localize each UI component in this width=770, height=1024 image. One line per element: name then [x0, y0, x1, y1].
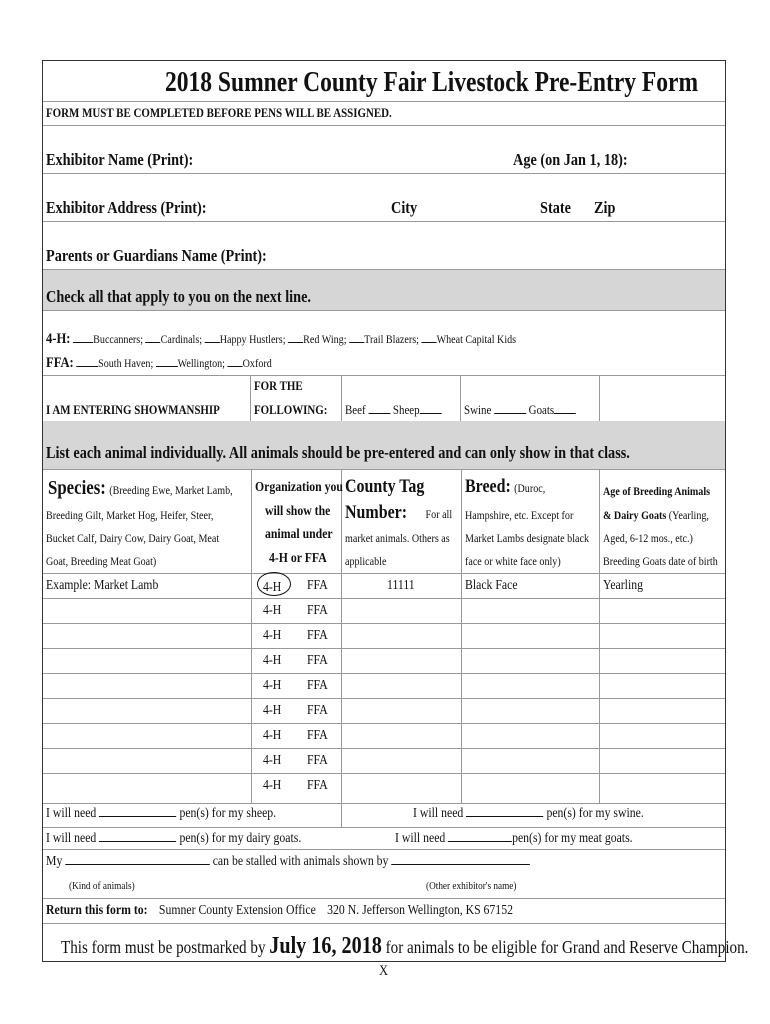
example-species: Example: Market Lamb	[46, 578, 159, 593]
age-header-2: & Dairy Goats (Yearling,	[603, 508, 709, 522]
row-3-ffa[interactable]: FFA	[307, 653, 328, 668]
species-desc-2: Breeding Gilt, Market Hog, Heifer, Steer,	[46, 508, 214, 522]
showmanship-beef-sheep: Beef Sheep	[345, 403, 441, 416]
breed-header: Breed: (Duroc,	[465, 476, 546, 497]
row-2-ffa[interactable]: FFA	[307, 628, 328, 643]
signature-mark: X	[379, 963, 389, 979]
example-age: Yearling	[603, 578, 643, 593]
breed-desc-2: Hampshire, etc. Except for	[465, 508, 574, 522]
org-header-4: 4-H or FFA	[269, 551, 327, 566]
state-label: State	[540, 198, 571, 217]
pens-meat-line: I will need pen(s) for my meat goats.	[395, 831, 633, 846]
pre-entry-form	[42, 60, 749, 962]
showmanship-label: I AM ENTERING SHOWMANSHIP	[46, 402, 220, 417]
pens-swine-line: I will need pen(s) for my swine.	[413, 806, 644, 821]
row-1-4h[interactable]: 4-H	[263, 603, 282, 618]
species-header: Species: (Breeding Ewe, Market Lamb,	[48, 477, 233, 499]
following-label: FOLLOWING:	[254, 402, 328, 417]
example-org-ffa: FFA	[307, 578, 328, 593]
row-2-4h[interactable]: 4-H	[263, 628, 282, 643]
stall-line: My can be stalled with animals shown by	[46, 854, 530, 869]
tag-header-title: County Tag	[345, 476, 425, 497]
postmark-notice: This form must be postmarked by July 16, 2018 for animals to be eligible for Grand and Reserve Champion.	[61, 933, 749, 959]
example-org-4h: 4-H	[263, 580, 282, 595]
row-1-ffa[interactable]: FFA	[307, 603, 328, 618]
tag-desc-2: market animals. Others as	[345, 531, 450, 545]
city-label: City	[391, 198, 418, 217]
notice-text: FORM MUST BE COMPLETED BEFORE PENS WILL BE ASSIGNED.	[46, 105, 392, 120]
example-breed: Black Face	[465, 578, 518, 593]
clubs-4h-line: 4-H: Buccanners; Cardinals; Happy Hustlers; Red Wing; Trail Blazers; Wheat Capital Kids	[46, 331, 517, 347]
pens-sheep-line: I will need pen(s) for my sheep.	[46, 806, 277, 821]
breed-desc-3: Market Lambs designate black	[465, 531, 590, 545]
row-7-4h[interactable]: 4-H	[263, 753, 282, 768]
age-header-3: Aged, 6-12 mos., etc.)	[603, 531, 693, 545]
species-desc-3: Bucket Calf, Dairy Cow, Dairy Goat, Meat	[46, 531, 220, 545]
address-label: Exhibitor Address (Print):	[46, 198, 207, 217]
row-6-4h[interactable]: 4-H	[263, 728, 282, 743]
for-the-label: FOR THE	[254, 378, 303, 393]
org-header-3: animal under	[265, 527, 333, 542]
list-instruction: List each animal individually. All animals should be pre-entered and can only show in that class.	[46, 443, 630, 462]
row-4-ffa[interactable]: FFA	[307, 678, 328, 693]
row-6-ffa[interactable]: FFA	[307, 728, 328, 743]
age-header-4: Breeding Goats date of birth	[603, 554, 718, 568]
clubs-ffa-line: FFA: South Haven; Wellington; Oxford	[46, 355, 272, 371]
tag-desc-3: applicable	[345, 554, 387, 568]
row-8-4h[interactable]: 4-H	[263, 778, 282, 793]
tag-header-line2: Number: For all	[345, 502, 453, 523]
exhibitor-name-label: Exhibitor Name (Print):	[46, 150, 194, 169]
showmanship-swine-goats: Swine Goats	[464, 403, 576, 416]
breed-desc-4: face or white face only)	[465, 554, 561, 568]
row-7-ffa[interactable]: FFA	[307, 753, 328, 768]
return-line: Return this form to: Sumner County Extension Office 320 N. Jefferson Wellington, KS 67152	[46, 903, 513, 918]
row-4-4h[interactable]: 4-H	[263, 678, 282, 693]
org-header-2: will show the	[265, 504, 331, 519]
pens-dairy-line: I will need pen(s) for my dairy goats.	[46, 831, 302, 846]
zip-label: Zip	[594, 198, 616, 217]
check-all-instruction: Check all that apply to you on the next line.	[46, 287, 312, 306]
age-header-1: Age of Breeding Animals	[603, 484, 711, 498]
form-title: 2018 Sumner County Fair Livestock Pre-Entry Form	[165, 67, 699, 98]
parents-label: Parents or Guardians Name (Print):	[46, 246, 267, 265]
example-tag: 11111	[387, 578, 415, 593]
stall-kind-label: (Kind of animals)	[69, 880, 135, 892]
species-desc-4: Goat, Breeding Meat Goat)	[46, 554, 157, 568]
row-5-ffa[interactable]: FFA	[307, 703, 328, 718]
stall-other-label: (Other exhibitor's name)	[426, 880, 517, 892]
row-3-4h[interactable]: 4-H	[263, 653, 282, 668]
org-header-1: Organization you	[255, 480, 343, 495]
age-label: Age (on Jan 1, 18):	[513, 150, 628, 169]
row-8-ffa[interactable]: FFA	[307, 778, 328, 793]
row-5-4h[interactable]: 4-H	[263, 703, 282, 718]
